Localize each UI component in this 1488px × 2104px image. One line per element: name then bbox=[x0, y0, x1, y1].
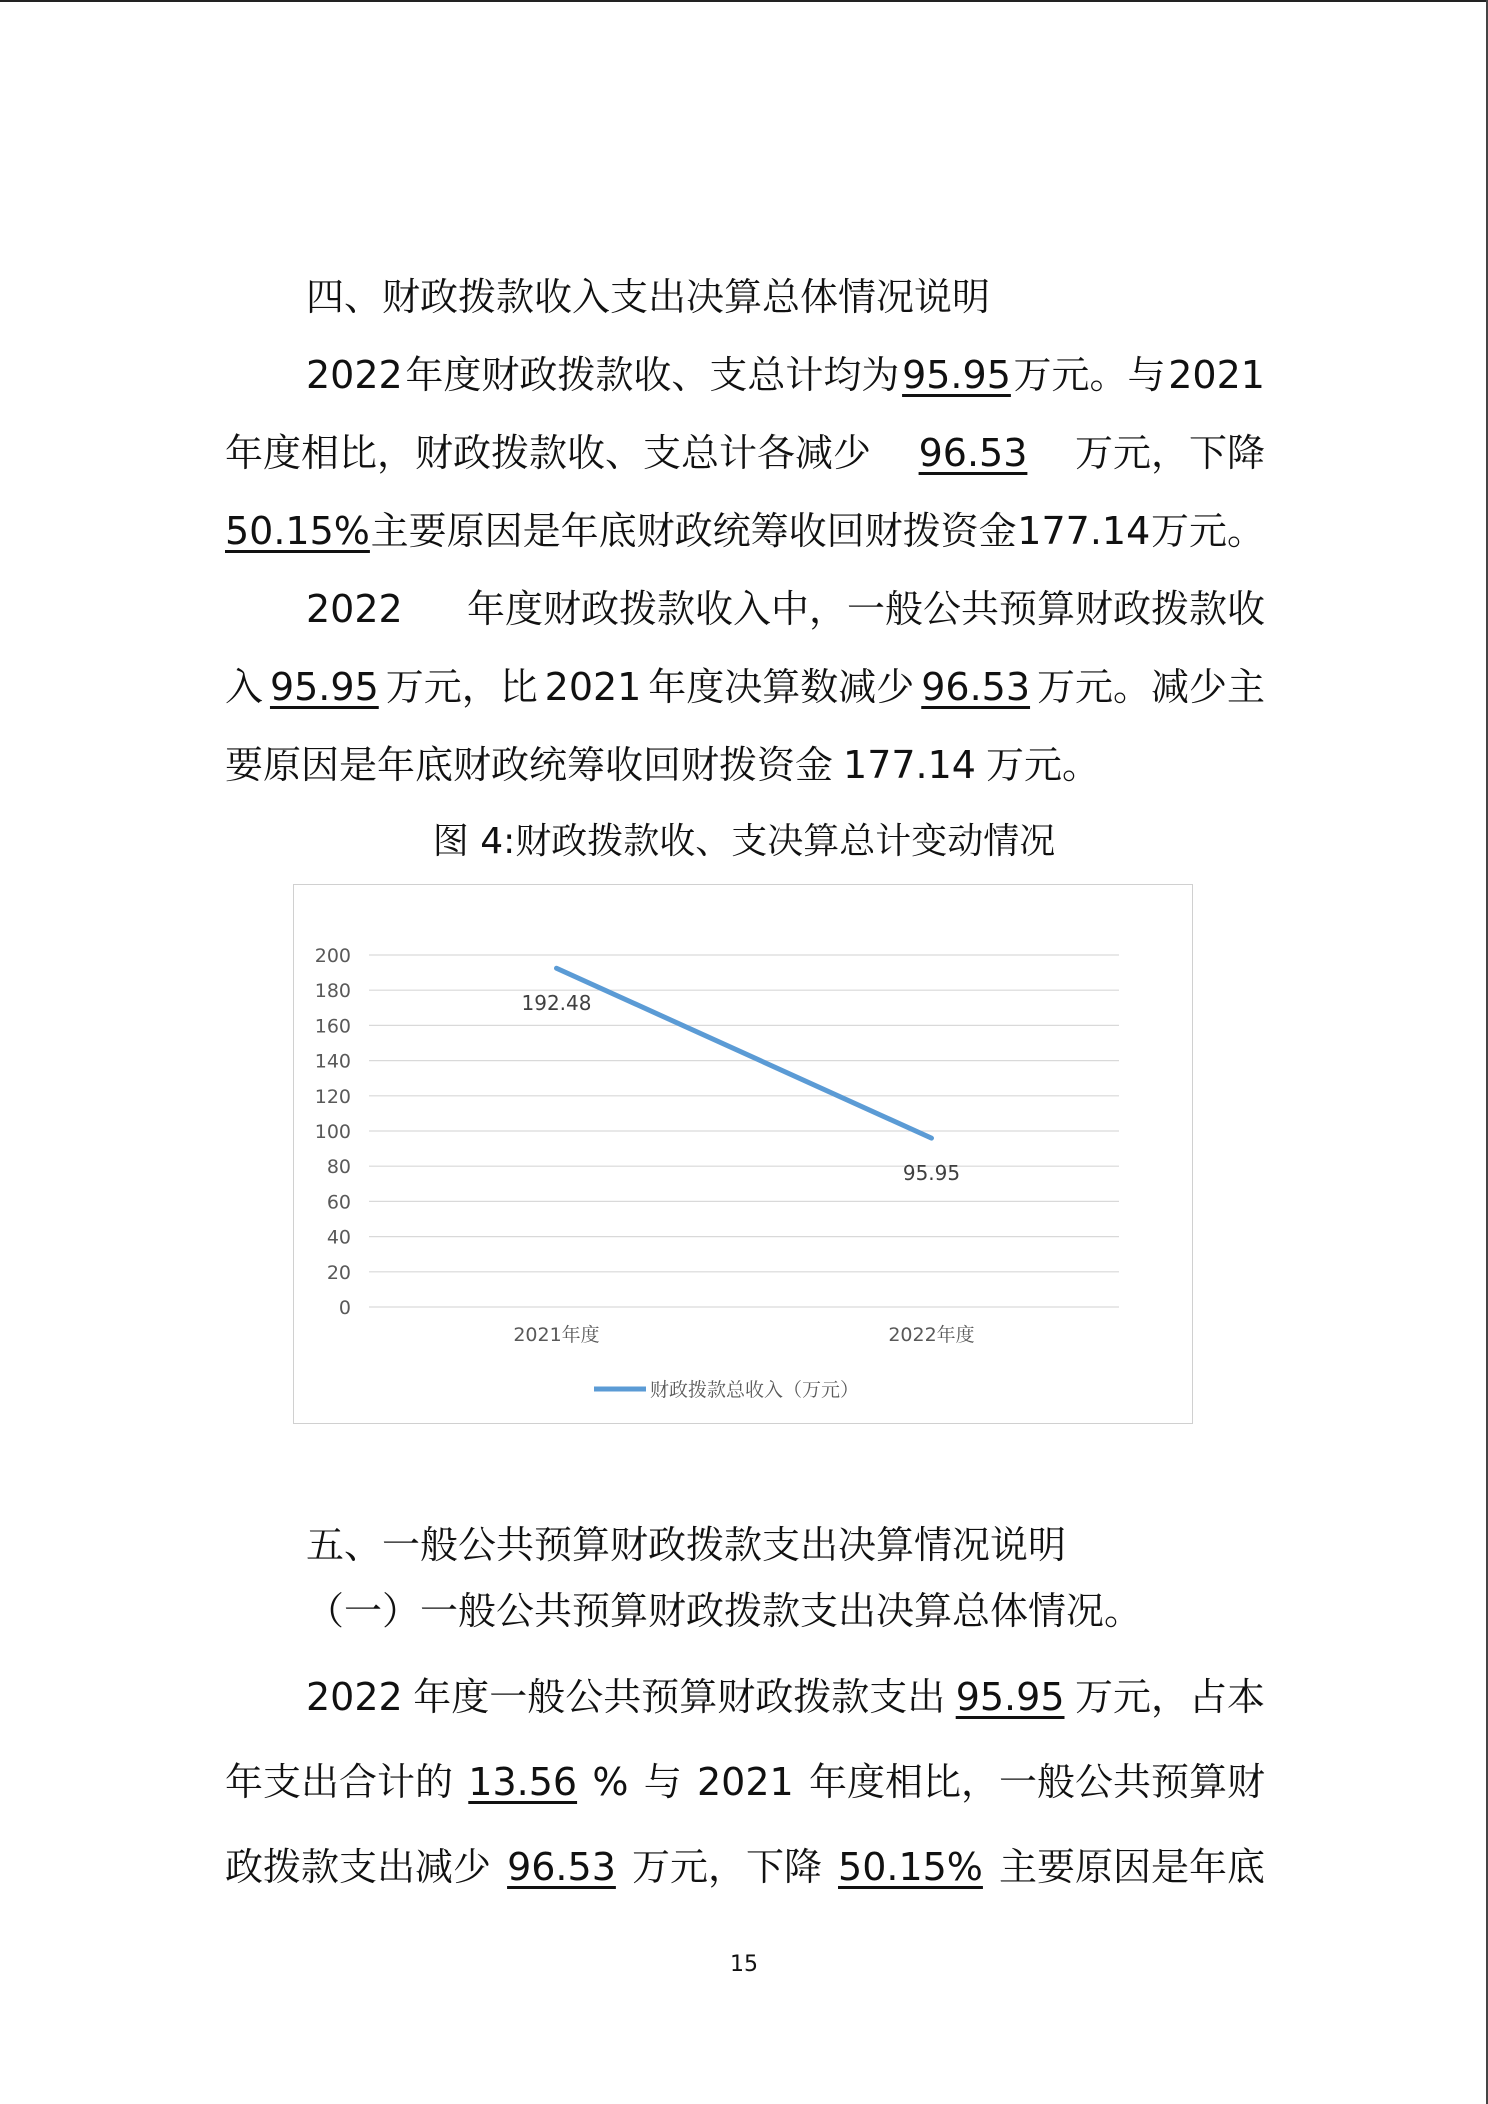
y-tick-label: 40 bbox=[326, 1226, 351, 1249]
x-tick-label: 2022年度 bbox=[888, 1324, 975, 1346]
s4-p1-line1: 2022 年度财政拨款收、支总计均为 95.95 万元。与 2021 bbox=[306, 353, 1265, 397]
section-4-heading: 四、财政拨款收入支出决算总体情况说明 bbox=[306, 275, 991, 319]
data-label: 192.48 bbox=[521, 991, 592, 1016]
y-tick-label: 100 bbox=[314, 1121, 351, 1143]
top-border bbox=[0, 0, 1488, 2]
s4-p2-line1: 2022 年度财政拨款收入中，一般公共预算财政拨款收 bbox=[306, 587, 1265, 631]
section-5-subheading: （一）一般公共预算财政拨款支出决算总体情况。 bbox=[306, 1589, 1143, 1633]
data-label: 95.95 bbox=[902, 1161, 961, 1186]
y-tick-label: 180 bbox=[314, 980, 351, 1003]
series-line bbox=[557, 968, 932, 1138]
y-tick-label: 120 bbox=[314, 1085, 351, 1108]
y-tick-label: 0 bbox=[338, 1297, 351, 1319]
legend-label: 财政拨款总收入（万元） bbox=[650, 1379, 860, 1401]
y-tick-label: 20 bbox=[326, 1261, 351, 1284]
line-chart bbox=[293, 884, 1193, 1424]
s5-p1-line1: 2022 年度一般公共预算财政拨款支出 95.95 万元，占本 bbox=[306, 1675, 1265, 1719]
section-5-heading: 五、一般公共预算财政拨款支出决算情况说明 bbox=[306, 1523, 1067, 1567]
y-tick-label: 80 bbox=[326, 1156, 351, 1179]
s4-p2-line3: 要原因是年底财政统筹收回财拨资金 177.14 万元。 bbox=[225, 743, 1100, 787]
figure-caption: 图 4:财政拨款收、支决算总计变动情况 bbox=[432, 821, 1056, 862]
s4-p2-line2: 入 95.95 万元，比 2021 年度决算数减少 96.53 万元。减少主 bbox=[225, 665, 1265, 709]
s5-p1-line2: 年支出合计的 13.56 % 与 2021 年度相比，一般公共预算财 bbox=[225, 1760, 1265, 1804]
x-tick-label: 2021年度 bbox=[513, 1324, 600, 1346]
y-tick-label: 200 bbox=[314, 945, 351, 967]
y-tick-label: 140 bbox=[314, 1050, 351, 1073]
s4-p1-line2: 年度相比，财政拨款收、支总计各减少 96.53 万元，下降 bbox=[225, 431, 1265, 475]
y-tick-label: 60 bbox=[326, 1191, 351, 1214]
s4-p1-line3: 50.15% 主要原因是年底财政统筹收回财拨资金 177.14 万元。 bbox=[225, 509, 1265, 553]
y-tick-label: 160 bbox=[314, 1015, 351, 1038]
s5-p1-line3: 政拨款支出减少 96.53 万元，下降 50.15% 主要原因是年底 bbox=[225, 1845, 1265, 1889]
page-number: 15 bbox=[730, 1952, 758, 1977]
chart-svg bbox=[294, 885, 1194, 1425]
